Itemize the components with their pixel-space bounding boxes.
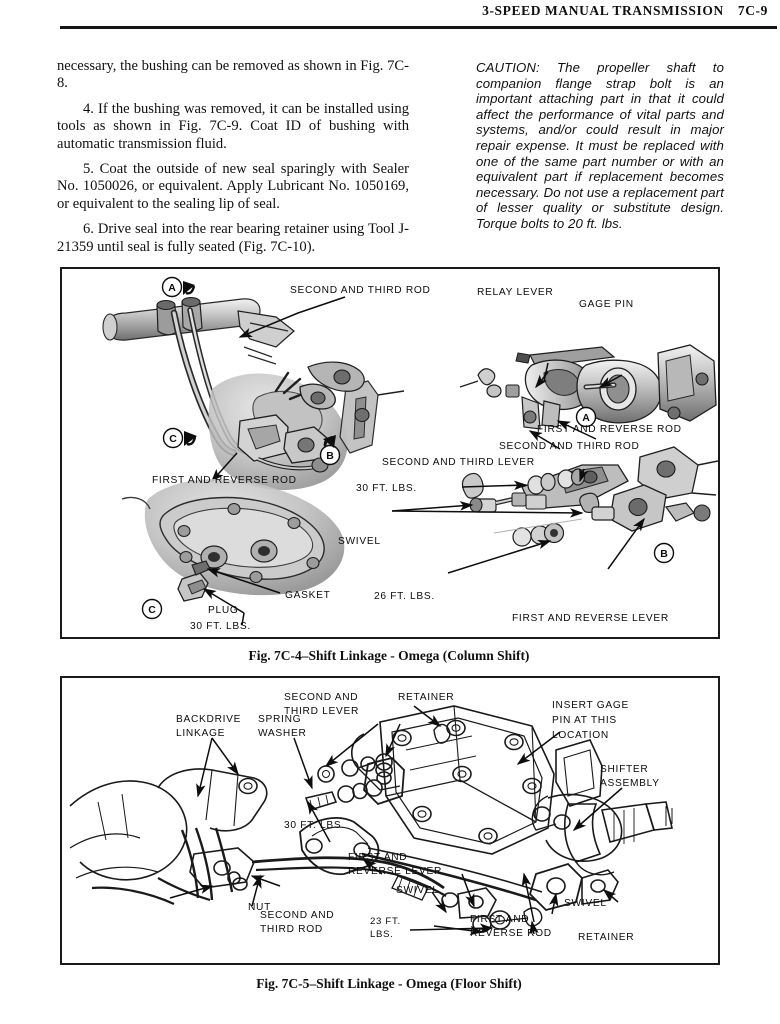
right-text-column: [476, 60, 724, 232]
label-first-and-reverse-rod-right: FIRST AND REVERSE ROD: [537, 424, 682, 435]
header-page-number: 7C-9: [737, 3, 768, 18]
left-text-column: [57, 58, 409, 264]
column-shift-upper-assembly: [103, 298, 404, 490]
relay-lever-assembly: [460, 345, 716, 429]
label-first-and-reverse-lever: FIRST AND REVERSE LEVER: [512, 613, 669, 624]
label-shifter-assembly: ASSEMBLY: [600, 778, 660, 789]
figure-7c-5-caption: Fig. 7C-5–Shift Linkage - Omega (Floor Shift): [256, 976, 522, 991]
figure-7c-4-caption: Fig. 7C-4–Shift Linkage - Omega (Column Shift): [248, 648, 530, 663]
label-swivel: SWIVEL: [338, 536, 381, 547]
caution-note: CAUTION: The propeller shaft to companion flange strap bolt is an important attaching part in that it could affect the performance of vital parts and systems, and/or could result in major repair expense. It must be replaced with one of the same part number or with an equivalent part if replacement becomes necessary. Do not use a replacement part of lesser quality or substitute design. Torque bolts to 20 ft. lbs.: [476, 60, 724, 231]
label-insert-gage: INSERT GAGE: [552, 700, 629, 711]
callout-letter-b-lower: B: [660, 548, 668, 560]
body-text: [0, 58, 780, 253]
label-spring: SPRING: [258, 714, 302, 725]
figure-7c-5: [60, 676, 720, 965]
callout-letter-a: A: [168, 282, 176, 294]
label-torque-23-ft: 23 FT.: [370, 916, 401, 927]
label-gage-pin: GAGE PIN: [579, 299, 634, 310]
paragraph-step-5: 5. Coat the outside of new seal sparingly with Sealer No. 1050026, or equivalent. Apply Lubricant No. 1050169, or equivalent to the sealing lip of seal.: [57, 161, 409, 212]
label-nut: NUT: [248, 902, 272, 913]
label-location: LOCATION: [552, 730, 609, 741]
label-washer: WASHER: [258, 728, 307, 739]
paragraph-continuation: necessary, the bushing can be removed as shown in Fig. 7C-8.: [57, 58, 409, 92]
callout-letter-c: C: [169, 433, 177, 445]
callout-a-upper-left: [163, 278, 196, 297]
callout-letter-c-lower: C: [148, 604, 156, 616]
label-swivel-mid: SWIVEL: [396, 885, 439, 896]
paragraph-step-6: 6. Drive seal into the rear bearing retainer using Tool J-21359 until seal is fully seated (Fig. 7C-10).: [57, 221, 409, 255]
label-second-and-rod: SECOND AND: [260, 910, 335, 921]
label-torque-23-lbs: LBS.: [370, 929, 394, 940]
callout-letter-a-inline: A: [582, 412, 590, 424]
label-third-lever: THIRD LEVER: [284, 706, 360, 717]
label-reverse-lever: REVERSE LEVER: [348, 866, 443, 877]
label-torque-26-ft-lbs: 26 FT. LBS.: [374, 591, 435, 602]
label-torque-30-ft-lbs: 30 FT. LBS.: [356, 483, 417, 494]
label-relay-lever: RELAY LEVER: [477, 287, 554, 298]
label-second-and-third-rod-right: SECOND AND THIRD ROD: [499, 441, 640, 452]
label-second-and-third-rod-top: SECOND AND THIRD ROD: [290, 285, 431, 296]
label-gasket: GASKET: [285, 590, 331, 601]
callout-letter-b: B: [326, 450, 334, 462]
header-rule: [60, 26, 777, 29]
figure-7c-4-illustration: [62, 269, 718, 637]
shifter-assembly-line-art: [532, 740, 614, 875]
figure-7c-5-illustration: [62, 678, 718, 963]
callout-c-upper-left: [164, 429, 198, 448]
label-shifter: SHIFTER: [600, 764, 649, 775]
paragraph-step-4: 4. If the bushing was removed, it can be installed using tools as shown in Fig. 7C-9. Coat ID of bushing with automatic transmission fluid.: [57, 100, 409, 152]
label-second-and: SECOND AND: [284, 692, 359, 703]
label-retainer-top: RETAINER: [398, 692, 455, 703]
label-backdrive: BACKDRIVE: [176, 714, 242, 725]
label-linkage: LINKAGE: [176, 728, 226, 739]
label-retainer-right: RETAINER: [578, 932, 635, 943]
label-swivel-right: SWIVEL: [564, 898, 607, 909]
label-pin-at-this: PIN AT THIS: [552, 715, 617, 726]
figure-7c-4: [60, 267, 720, 639]
label-first-and-rod: FIRST AND: [470, 914, 530, 925]
page-header: [0, 0, 780, 32]
label-plug-torque-30-ft-lbs: 30 FT. LBS.: [190, 621, 251, 632]
label-reverse-rod: REVERSE ROD: [470, 928, 552, 939]
label-second-and-third-lever: SECOND AND THIRD LEVER: [382, 457, 535, 468]
label-third-rod: THIRD ROD: [260, 924, 323, 935]
label-first-and: FIRST AND: [348, 852, 408, 863]
label-torque-30-ft-lbs-fig2: 30 FT. LBS.: [284, 820, 345, 831]
label-first-and-reverse-rod-left: FIRST AND REVERSE ROD: [152, 475, 297, 486]
page-header-title: [482, 3, 768, 19]
header-section-title: 3-SPEED MANUAL TRANSMISSION: [482, 3, 724, 18]
label-plug: PLUG: [208, 605, 239, 616]
